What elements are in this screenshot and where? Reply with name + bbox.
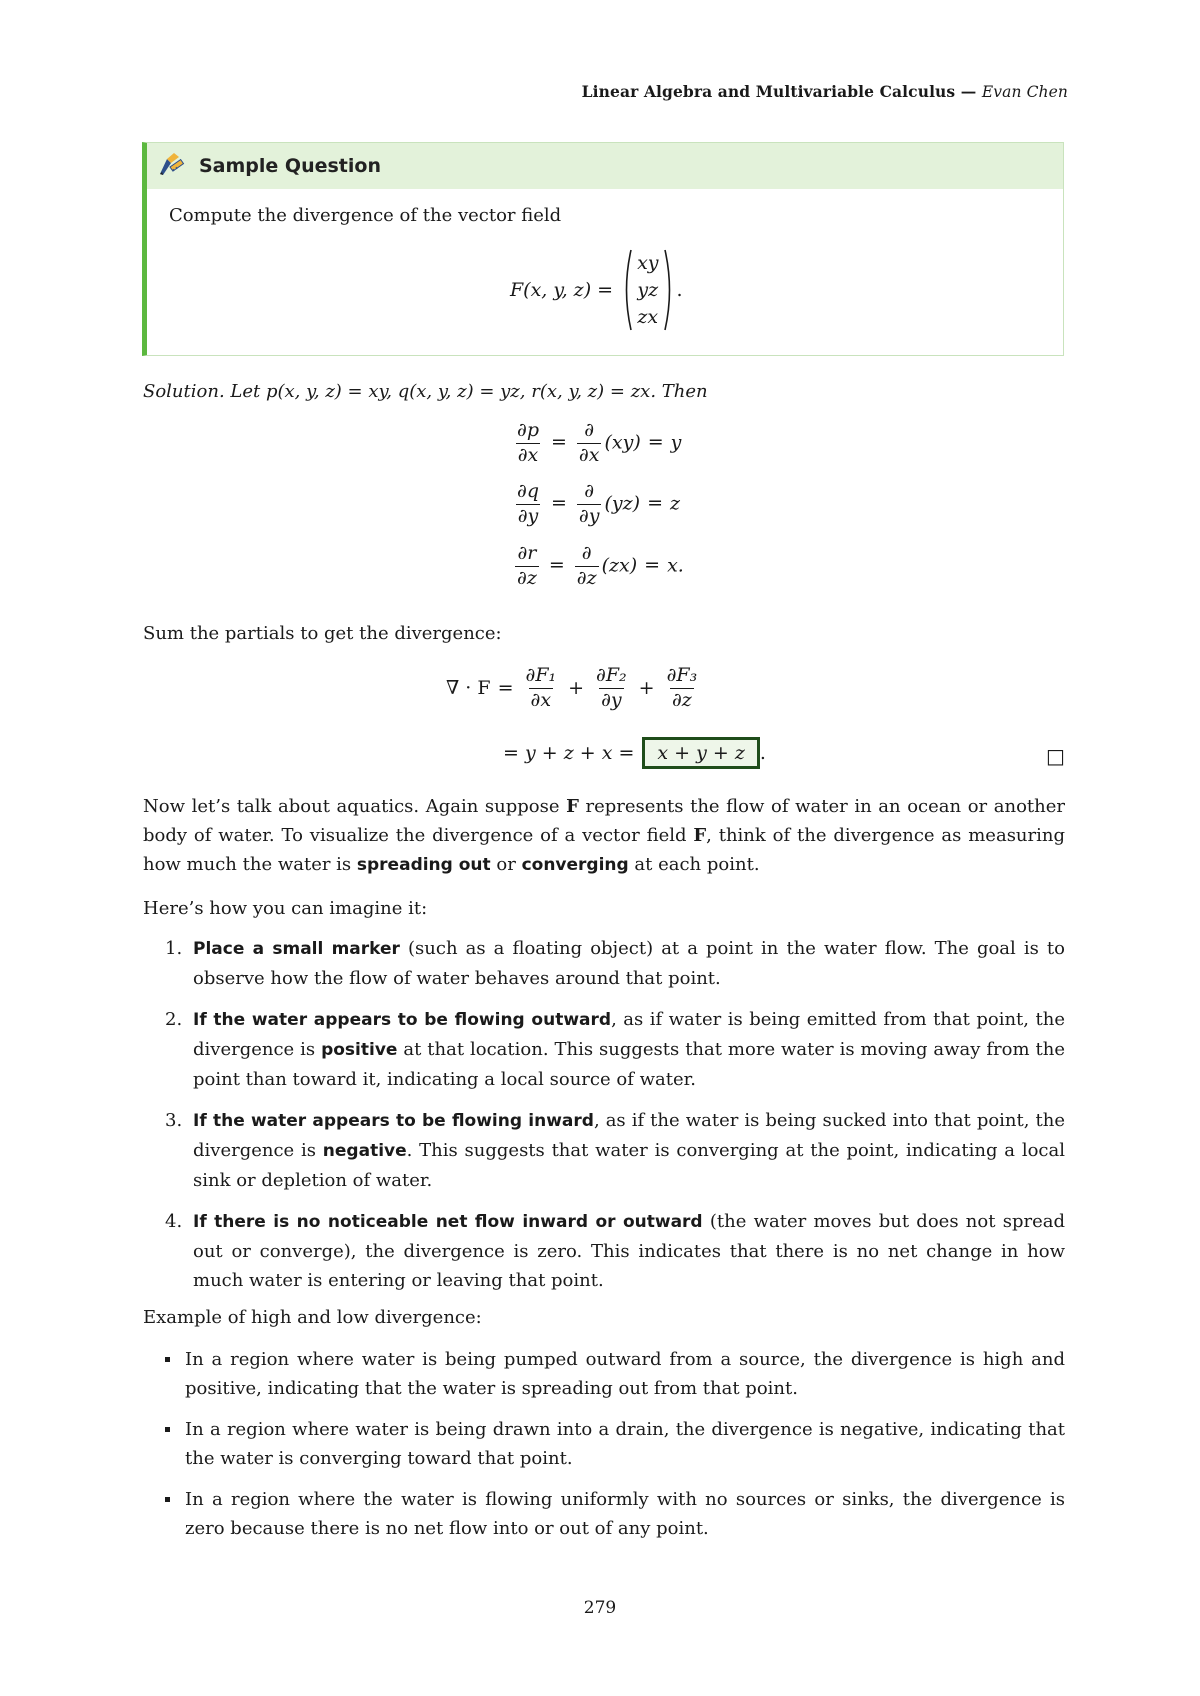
aquatics-F-2: F <box>693 825 707 846</box>
list-item <box>143 1106 1065 1195</box>
partial-q-arg: (yz) <box>604 492 641 515</box>
sample-question-header <box>147 143 1063 189</box>
bullet-icon <box>165 1357 170 1362</box>
partial-r-num: ∂r <box>517 542 537 564</box>
header-separator: — <box>960 82 977 101</box>
question-prompt: Compute the divergence of the vector field <box>169 205 562 226</box>
partial-r-result: x. <box>667 554 684 577</box>
field-lhs: F(x, y, z) = <box>510 279 614 301</box>
aquatics-paragraph <box>143 792 1065 880</box>
list-item <box>143 1005 1065 1094</box>
author-name: Evan Chen <box>981 83 1068 101</box>
partial-p-arg: (xy) <box>604 431 641 454</box>
list-item <box>143 1415 1065 1473</box>
partial-p-opden: ∂x <box>578 443 600 466</box>
divergence-lhs: ∇ · F <box>446 677 491 700</box>
steps-list <box>143 934 1065 1307</box>
aquatics-text-3: , think of the divergence as measuring how much the water is <box>143 825 1065 875</box>
partial-p: $\frac{\partial p}{\partial x}$ = $\frac{\partial}{\partial x}$ (xy) = y <box>517 419 682 466</box>
div-term-1-den: ∂x <box>530 688 552 711</box>
step-text: , as if the water is being sucked into that point, the divergence is <box>193 1110 1066 1161</box>
partial-q-den: ∂y <box>517 504 539 527</box>
div-term-3-num: ∂F₃ <box>666 664 698 686</box>
bullet-icon <box>165 1427 170 1432</box>
divergence-second-line: = y + z + x = <box>503 742 635 764</box>
div-term-2-den: ∂y <box>601 688 622 711</box>
div-term-1-num: ∂F₁ <box>525 664 557 686</box>
step-number: 1. <box>165 938 183 959</box>
book-title: Linear Algebra and Multivariable Calculus <box>581 82 956 101</box>
step-text: , as if water is being emitted from that point, the divergence is <box>193 1009 1065 1060</box>
step-number: 4. <box>165 1211 183 1232</box>
left-paren <box>621 248 633 332</box>
field-components <box>633 250 662 331</box>
step-keyword: If the water appears to be flowing inward <box>193 1111 594 1131</box>
keyword-converging: converging <box>521 855 629 875</box>
component-2: yz <box>637 278 659 301</box>
list-item <box>143 1207 1065 1295</box>
partial-p-den: ∂x <box>517 443 539 466</box>
examples-list <box>143 1345 1065 1555</box>
sum-text: Sum the partials to get the divergence: <box>143 623 502 644</box>
bullet-text: In a region where the water is flowing uniformly with no sources or sinks, the divergence is zero because there is no net flow into or out of any point. <box>185 1489 1065 1539</box>
bullet-text: In a region where water is being pumped outward from a source, the divergence is high and positive, indicating that the water is spreading out from that point. <box>185 1349 1065 1399</box>
solution-intro-text: Let p(x, y, z) = xy, q(x, y, z) = yz, r(x, y, z) = zx. Then <box>230 381 708 402</box>
sample-question-body <box>147 189 1063 226</box>
bullet-icon <box>165 1497 170 1502</box>
list-item <box>143 1485 1065 1543</box>
component-1: xy <box>637 251 659 274</box>
step-text-2: at that location. This suggests that more water is moving away from the point than toward it, indicating a local source of water. <box>193 1039 1065 1090</box>
step-text-2: . This suggests that water is converging at the point, indicating a local sink or depletion of water. <box>193 1140 1065 1191</box>
component-3: zx <box>637 305 659 328</box>
aquatics-text-1: Now let’s talk about aquatics. Again suppose <box>143 796 567 817</box>
right-paren <box>663 248 675 332</box>
partial-p-num: ∂p <box>517 419 539 441</box>
list-item <box>143 934 1065 993</box>
aquatics-text-4: or <box>490 854 522 875</box>
imagine-text: Here’s how you can imagine it: <box>143 898 428 919</box>
partial-r-opden: ∂z <box>576 566 597 589</box>
divergence-line-2: = y + z + x = x + y + z . <box>503 737 766 769</box>
bullet-text: In a region where water is being drawn into a drain, the divergence is negative, indicating that the water is converging toward that point. <box>185 1419 1065 1469</box>
partial-r: $\frac{\partial r}{\partial z}$ = $\frac{\partial}{\partial z}$ (zx) = x. <box>517 542 684 589</box>
div-term-2-num: ∂F₂ <box>596 664 627 686</box>
running-header <box>582 82 1068 101</box>
aquatics-text-5: at each point. <box>628 854 760 875</box>
partial-p-result: y <box>670 431 682 454</box>
pencil-ruler-icon <box>157 151 185 181</box>
page-number: 279 <box>583 1598 617 1618</box>
partial-q-result: z <box>669 492 680 515</box>
step-number: 3. <box>165 1110 183 1131</box>
partial-r-den: ∂z <box>517 566 537 589</box>
aquatics-text-2: represents the flow of water in an ocean or another body of water. To visualize the divergence of a vector field <box>143 796 1065 846</box>
sample-question-title: Sample Question <box>199 155 381 177</box>
step-keyword-2: positive <box>321 1040 398 1060</box>
step-text: (the water moves but does not spread out or converge), the divergence is zero. This indicates that there is no net change in how much water is entering or leaving that point. <box>193 1211 1065 1291</box>
list-item <box>143 1345 1065 1403</box>
partial-q-num: ∂q <box>517 480 539 502</box>
divergence-line-1: ∇ · F = $\frac{\text{∂F₁}}{\partial x}$ + $\frac{\text{∂F₂}}{\partial y}$ + $\frac{\text{∂F₃}}{\partial z}$ <box>446 664 698 711</box>
step-keyword: If there is no noticeable net flow inward or outward <box>193 1212 703 1232</box>
example-text: Example of high and low divergence: <box>143 1307 482 1328</box>
step-keyword-2: negative <box>322 1141 407 1161</box>
boxed-answer: x + y + z <box>642 737 759 769</box>
solution-intro <box>143 377 1065 406</box>
partial-q: $\frac{\partial q}{\partial y}$ = $\frac{\partial}{\partial y}$ (yz) = z <box>517 480 680 527</box>
partial-q-opden: ∂y <box>578 504 600 527</box>
solution-label: Solution. <box>143 381 225 402</box>
keyword-spreading-out: spreading out <box>356 855 491 875</box>
qed-symbol: □ <box>1046 744 1065 768</box>
partial-r-arg: (zx) <box>601 554 638 577</box>
aquatics-F-1: F <box>566 796 579 817</box>
div-term-3-den: ∂z <box>671 688 692 711</box>
step-keyword: Place a small marker <box>193 939 400 959</box>
step-keyword: If the water appears to be flowing outward <box>193 1010 612 1030</box>
step-number: 2. <box>165 1009 183 1030</box>
vector-field-equation: F(x, y, z) = xy yz zx . <box>510 248 683 332</box>
step-text: (such as a floating object) at a point in the water flow. The goal is to observe how the flow of water behaves around that point. <box>193 938 1065 989</box>
